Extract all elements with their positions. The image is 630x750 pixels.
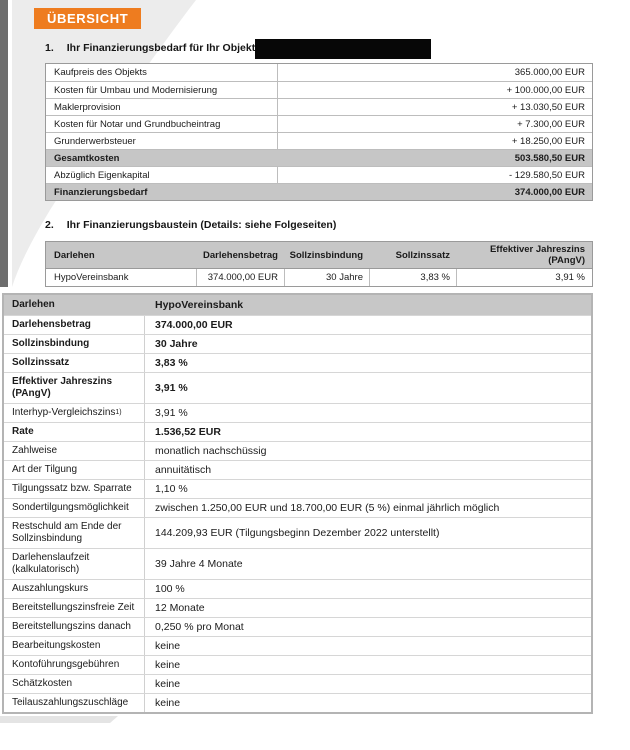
row-label: Darlehensbetrag (4, 316, 145, 334)
section2-heading (45, 219, 336, 231)
row-value: 3,83 % (155, 357, 188, 369)
section2-number: 2. (45, 219, 54, 231)
table-row (4, 636, 591, 655)
row-value: 365.000,00 EUR (514, 67, 585, 78)
row-value: - 129.580,50 EUR (508, 169, 585, 181)
row-label: Maklerprovision (46, 99, 278, 115)
row-label: Tilgungssatz bzw. Sparrate (4, 480, 145, 498)
row-label: Schätzkosten (4, 675, 145, 693)
table-row (4, 460, 591, 479)
table-header-row (46, 242, 592, 269)
row-label: Kosten für Notar und Grundbucheintrag (46, 116, 278, 132)
row-value: 30 Jahre (155, 338, 198, 350)
table-row (4, 479, 591, 498)
financing-needs-table (45, 63, 593, 201)
row-value: 1.536,52 EUR (155, 426, 221, 438)
row-value: + 7.300,00 EUR (517, 118, 585, 130)
row-label: Darlehenslaufzeit (kalkulatorisch) (4, 549, 145, 579)
column-header: Effektiver Jahreszins (PAngV) (489, 244, 585, 266)
column-header: Darlehensbetrag (203, 249, 278, 261)
row-label: Interhyp-Vergleichszins 1) (4, 404, 145, 422)
detail-header-row (4, 295, 591, 315)
table-row (46, 98, 592, 115)
row-value: keine (155, 640, 181, 652)
row-value: 0,250 % pro Monat (155, 621, 244, 633)
row-label: Kaufpreis des Objekts (46, 64, 278, 81)
row-label: Effektiver Jahreszins (PAngV) (4, 373, 145, 403)
column-header: Sollzinsbindung (289, 249, 363, 261)
table-row (4, 579, 591, 598)
row-value: 374.000,00 EUR (514, 186, 585, 198)
cell-lender: HypoVereinsbank (54, 272, 129, 283)
row-label: Gesamtkosten (54, 152, 120, 164)
section2-title: Ihr Finanzierungsbaustein (Details: siehe Folgeseiten) (66, 219, 337, 231)
section1-title: Ihr Finanzierungsbedarf für Ihr Objekt (66, 42, 256, 54)
row-value: 144.209,93 EUR (Tilgungsbeginn Dezember 2022 unterstellt) (155, 527, 440, 539)
table-row (46, 166, 592, 183)
table-row (4, 422, 591, 441)
row-value: zwischen 1.250,00 EUR und 18.700,00 EUR (5 %) einmal jährlich möglich (155, 502, 500, 514)
row-label: Bereitstellungszinsfreie Zeit (4, 599, 145, 617)
table-row (4, 315, 591, 334)
table-row (4, 498, 591, 517)
table-row (4, 548, 591, 579)
table-row (46, 115, 592, 132)
row-value: 3,91 % (155, 407, 188, 419)
row-value: 503.580,50 EUR (514, 152, 585, 164)
row-label: Rate (4, 423, 145, 441)
row-value: 1,10 % (155, 483, 188, 495)
table-row (46, 269, 592, 286)
left-accent-bar (0, 0, 8, 287)
table-row (4, 403, 591, 422)
row-label: Sollzinssatz (4, 354, 145, 372)
row-value: + 100.000,00 EUR (506, 84, 585, 96)
table-row (4, 598, 591, 617)
row-label: Sollzinsbindung (4, 335, 145, 353)
row-label: Zahlweise (4, 442, 145, 460)
row-label: Sondertilgungsmöglichkeit (4, 499, 145, 517)
row-label: Bearbeitungskosten (4, 637, 145, 655)
detail-header-label: Darlehen (12, 299, 55, 310)
row-label: Grunderwerbsteuer (46, 133, 278, 149)
table-row (4, 372, 591, 403)
table-row (4, 617, 591, 636)
table-row (4, 693, 591, 712)
loan-detail-table (2, 293, 593, 714)
detail-header-value: HypoVereinsbank (155, 299, 244, 311)
row-label: Kontoführungsgebühren (4, 656, 145, 674)
row-value: 100 % (155, 583, 185, 595)
table-row-financing-needs (46, 183, 592, 200)
column-header: Darlehen (54, 249, 95, 261)
table-row (4, 655, 591, 674)
row-label: Auszahlungskurs (4, 580, 145, 598)
row-label: Bereitstellungszins danach (4, 618, 145, 636)
row-label: Finanzierungsbedarf (54, 186, 148, 198)
row-value: annuitätisch (155, 464, 212, 476)
section1-heading (45, 42, 255, 54)
cell-nominal-rate: 3,83 % (369, 269, 456, 286)
table-row (4, 334, 591, 353)
page-badge: ÜBERSICHT (34, 8, 141, 29)
row-label: Abzüglich Eigenkapital (46, 167, 278, 183)
table-row (4, 353, 591, 372)
table-row (4, 441, 591, 460)
row-label: Art der Tilgung (4, 461, 145, 479)
row-value: + 18.250,00 EUR (511, 135, 585, 147)
table-row-total-costs (46, 149, 592, 166)
table-row (46, 64, 592, 81)
row-value: keine (155, 697, 181, 709)
cell-loan-amount: 374.000,00 EUR (196, 269, 284, 286)
row-value: keine (155, 678, 181, 690)
table-row (4, 517, 591, 548)
table-row (46, 81, 592, 98)
row-label: Kosten für Umbau und Modernisierung (46, 82, 278, 98)
section1-number: 1. (45, 42, 54, 54)
cell-fixed-period: 30 Jahre (284, 269, 369, 286)
row-label: Teilauszahlungszuschläge (4, 694, 145, 712)
cell-effective-rate: 3,91 % (456, 269, 592, 286)
loan-component-table (45, 241, 593, 287)
row-label: Restschuld am Ende der Sollzinsbindung (4, 518, 145, 548)
row-value: 3,91 % (155, 382, 188, 394)
row-value: + 13.030,50 EUR (511, 101, 585, 113)
column-header: Sollzinssatz (395, 249, 450, 261)
row-value: monatlich nachschüssig (155, 445, 267, 457)
row-value: keine (155, 659, 181, 671)
redaction-box (255, 39, 431, 59)
row-value: 374.000,00 EUR (155, 319, 233, 331)
table-row (4, 674, 591, 693)
table-row (46, 132, 592, 149)
row-value: 39 Jahre 4 Monate (155, 558, 243, 570)
row-value: 12 Monate (155, 602, 205, 614)
